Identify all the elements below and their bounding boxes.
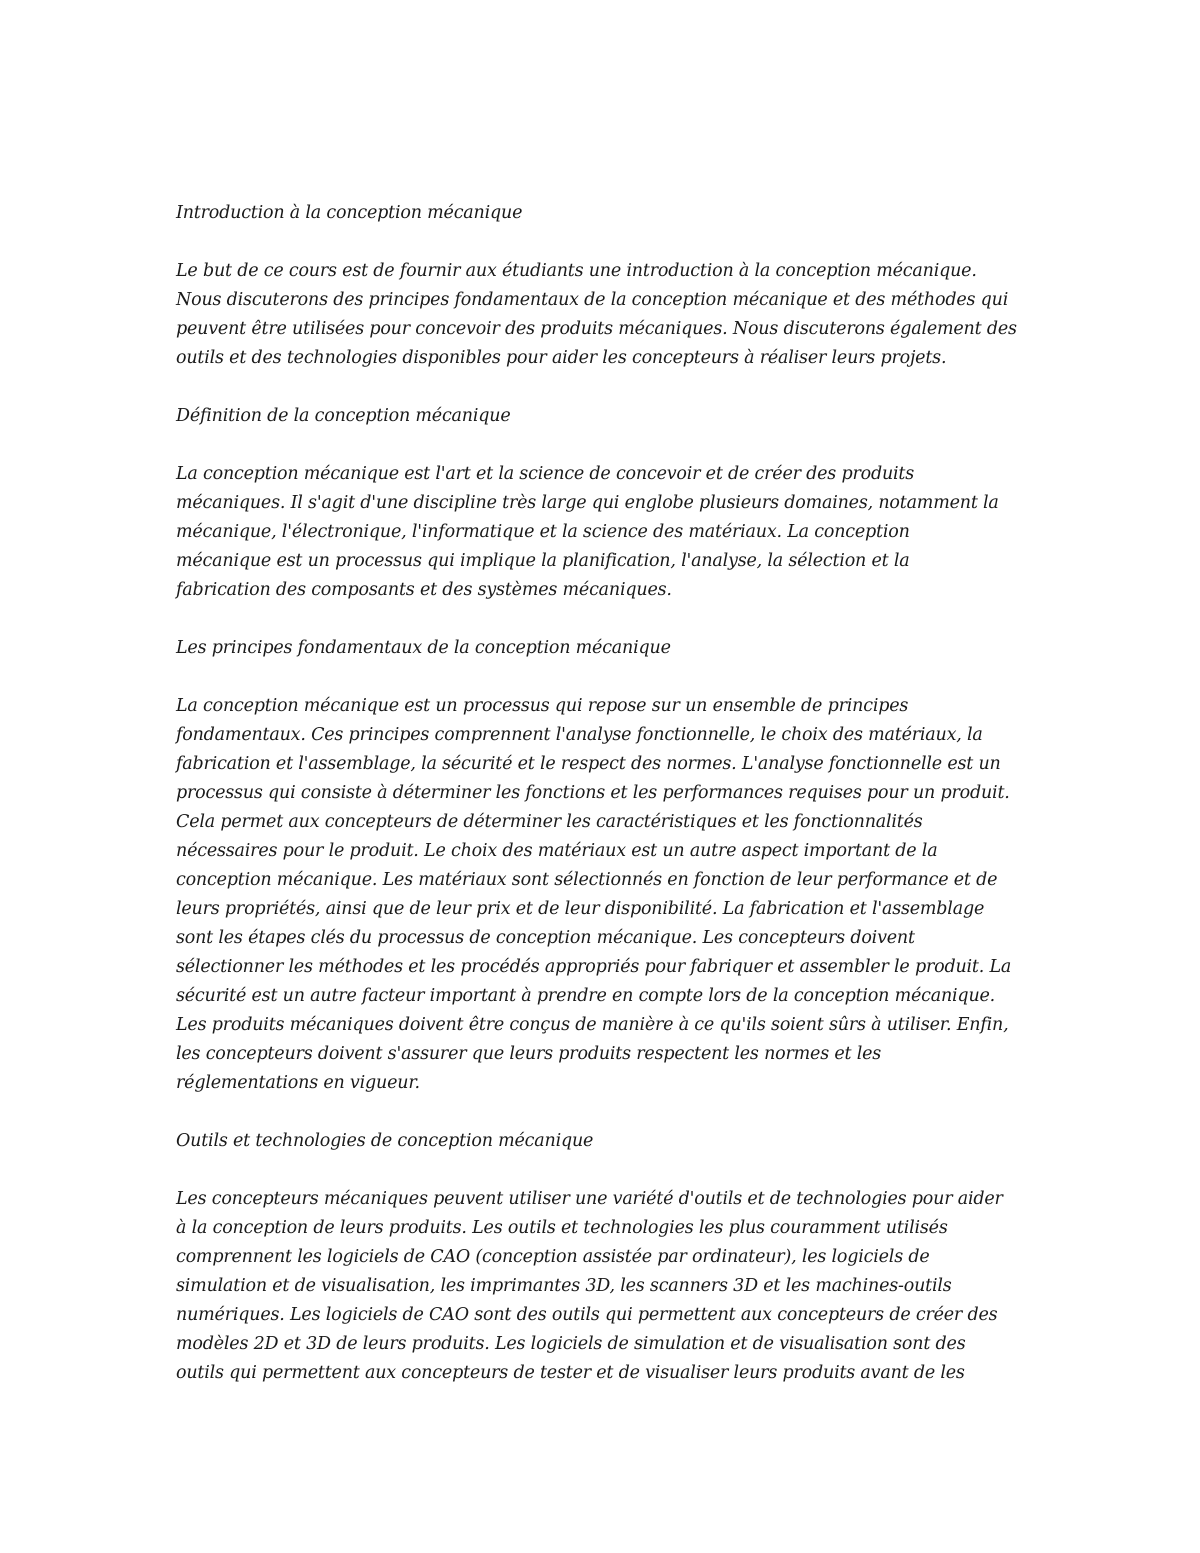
text-line: outils et des technologies disponibles pour aider les concepteurs à réaliser leurs projets. (176, 348, 947, 368)
text-line: La conception mécanique est l'art et la science de concevoir et de créer des produits (176, 464, 915, 484)
text-line: sécurité est un autre facteur important à prendre en compte lors de la conception mécanique. (176, 986, 996, 1006)
section-heading-introduction: Introduction à la conception mécanique (176, 203, 523, 223)
text-line: fabrication et l'assemblage, la sécurité et le respect des normes. L'analyse fonctionnelle est un (176, 754, 1001, 774)
text-line: mécanique, l'électronique, l'informatique et la science des matériaux. La conception (176, 522, 910, 542)
paragraph-tools (176, 1185, 1034, 1388)
paragraph-introduction (176, 257, 1034, 373)
text-line: sélectionner les méthodes et les procédés appropriés pour fabriquer et assembler le produit. La (176, 957, 1012, 977)
text-line: fondamentaux. Ces principes comprennent l'analyse fonctionnelle, le choix des matériaux, la (176, 725, 983, 745)
paragraph-principles (176, 692, 1034, 1098)
text-line: réglementations en vigueur. (176, 1073, 420, 1093)
section-heading-tools: Outils et technologies de conception mécanique (176, 1131, 594, 1151)
text-line: Nous discuterons des principes fondamentaux de la conception mécanique et des méthodes qui (176, 290, 1009, 310)
text-line: fabrication des composants et des systèmes mécaniques. (176, 580, 672, 600)
text-line: numériques. Les logiciels de CAO sont des outils qui permettent aux concepteurs de créer des (176, 1305, 998, 1325)
text-line: à la conception de leurs produits. Les outils et technologies les plus couramment utilisés (176, 1218, 948, 1238)
section-heading-principles: Les principes fondamentaux de la conception mécanique (176, 638, 671, 658)
text-line: outils qui permettent aux concepteurs de tester et de visualiser leurs produits avant de les (176, 1363, 965, 1383)
text-line: La conception mécanique est un processus qui repose sur un ensemble de principes (176, 696, 909, 716)
text-line: Cela permet aux concepteurs de déterminer les caractéristiques et les fonctionnalités (176, 812, 923, 832)
text-line: simulation et de visualisation, les imprimantes 3D, les scanners 3D et les machines-outils (176, 1276, 952, 1296)
text-line: nécessaires pour le produit. Le choix des matériaux est un autre aspect important de la (176, 841, 938, 861)
text-line: processus qui consiste à déterminer les fonctions et les performances requises pour un produit. (176, 783, 1010, 803)
text-line: conception mécanique. Les matériaux sont sélectionnés en fonction de leur performance et de (176, 870, 998, 890)
text-line: leurs propriétés, ainsi que de leur prix et de leur disponibilité. La fabrication et l'assemblage (176, 899, 985, 919)
paragraph-definition (176, 460, 1034, 605)
section-heading-definition: Définition de la conception mécanique (176, 406, 511, 426)
text-line: comprennent les logiciels de CAO (conception assistée par ordinateur), les logiciels de (176, 1247, 930, 1267)
text-line: Les concepteurs mécaniques peuvent utiliser une variété d'outils et de technologies pour aider (176, 1189, 1003, 1209)
text-line: Le but de ce cours est de fournir aux étudiants une introduction à la conception mécanique. (176, 261, 977, 281)
text-line: Les produits mécaniques doivent être conçus de manière à ce qu'ils soient sûrs à utiliser. Enfin, (176, 1015, 1009, 1035)
text-line: peuvent être utilisées pour concevoir des produits mécaniques. Nous discuterons également des (176, 319, 1017, 339)
text-line: mécaniques. Il s'agit d'une discipline très large qui englobe plusieurs domaines, notamment la (176, 493, 999, 513)
text-line: modèles 2D et 3D de leurs produits. Les logiciels de simulation et de visualisation sont des (176, 1334, 966, 1354)
document-body (176, 199, 1034, 1417)
text-line: sont les étapes clés du processus de conception mécanique. Les concepteurs doivent (176, 928, 915, 948)
text-line: mécanique est un processus qui implique la planification, l'analyse, la sélection et la (176, 551, 910, 571)
text-line: les concepteurs doivent s'assurer que leurs produits respectent les normes et les (176, 1044, 882, 1064)
